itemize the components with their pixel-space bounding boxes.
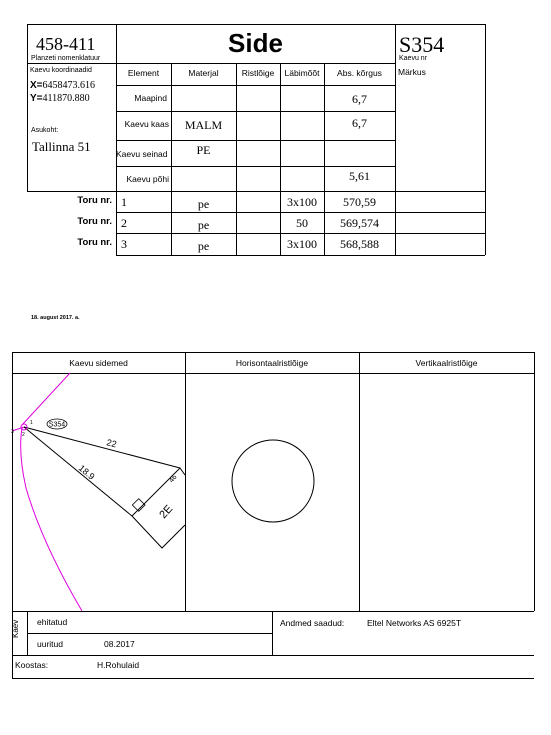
point-label-3: 3 xyxy=(11,429,14,435)
footer-surveyed-label: uuritud xyxy=(37,639,63,649)
boundary-line-lower xyxy=(21,428,82,611)
row-abs-height: 6,7 xyxy=(352,92,367,106)
footer-data-from-value: Eltel Networks AS 6925T xyxy=(367,618,462,628)
well-id-label: Kaevu nr xyxy=(399,55,428,62)
footer-built-label: ehitatud xyxy=(37,617,68,627)
pipe-label: Toru nr. xyxy=(77,216,112,227)
room-label: 2E xyxy=(157,502,176,522)
coord-y-label: Y= xyxy=(30,93,43,104)
well-label: S354 xyxy=(48,421,66,429)
point-label-1: 1 xyxy=(30,420,33,426)
row-element: Kaevu põhi xyxy=(126,174,169,184)
coord-y-value: 411870.880 xyxy=(42,93,90,104)
footer-composed-label: Koostas: xyxy=(15,660,49,670)
well-section-circle xyxy=(232,440,314,522)
panel-title-connections: Kaevu sidemed xyxy=(69,358,128,368)
footer-composed-value: H.Rohulaid xyxy=(97,660,140,670)
date-note: 18. august 2017. a. xyxy=(31,315,80,321)
nomenclature-value: 458-411 xyxy=(36,34,96,54)
well-id: S354 xyxy=(399,32,445,57)
panel-title-horizontal: Horisontaalristlõige xyxy=(235,358,309,368)
nomenclature-label: Planzeti nomenklatuur xyxy=(31,55,101,62)
row-material: MALM xyxy=(184,118,223,132)
pipe-nr: 1 xyxy=(121,195,127,209)
location-value: Tallinna 51 xyxy=(32,139,91,154)
row-abs-height: 5,61 xyxy=(349,169,370,183)
row-element: Kaevu seinad xyxy=(116,149,168,159)
point-label-2: 2 xyxy=(22,432,25,438)
pipe-material: pe xyxy=(197,218,210,232)
coord-x-label: X= xyxy=(30,80,43,91)
row-element: Maapind xyxy=(134,93,167,103)
coord-x xyxy=(30,80,95,91)
footer-data-from-label: Andmed saadud: xyxy=(280,618,345,628)
coord-y xyxy=(30,93,90,104)
pipe-abs-height: 569,574 xyxy=(340,216,379,230)
dim-label-18-9: 18.9 xyxy=(76,462,97,482)
pipe-nr: 3 xyxy=(121,237,127,251)
location-label: Asukoht: xyxy=(31,127,59,134)
pipe-label: Toru nr. xyxy=(77,195,112,206)
pipe-nr: 2 xyxy=(121,216,127,230)
pipe-abs-height: 570,59 xyxy=(343,195,376,209)
pipe-diameter: 3x100 xyxy=(287,195,317,209)
col-diameter: Läbimõõt xyxy=(284,68,320,78)
connections-sketch xyxy=(12,373,185,611)
page-title: Side xyxy=(228,28,283,58)
dim-label-22: 22 xyxy=(105,437,118,450)
footer-side-label: Kaev xyxy=(11,619,20,638)
col-notes: Märkus xyxy=(398,67,426,77)
boundary-line-upper xyxy=(22,373,70,425)
row-element: Kaevu kaas xyxy=(124,119,169,129)
building-edge-bottom xyxy=(132,516,185,548)
row-abs-height: 6,7 xyxy=(352,116,367,130)
pipe-material: pe xyxy=(197,239,210,253)
coords-label: Kaevu koordinaadid xyxy=(30,67,92,74)
panel-title-vertical: Vertikaalristlõige xyxy=(415,358,478,368)
coord-x-value: 6458473.616 xyxy=(42,80,96,91)
footer-surveyed-value: 08.2017 xyxy=(104,639,135,649)
dim-label-46: 46 xyxy=(168,473,179,485)
pipe-material: pe xyxy=(197,197,210,211)
row-material: PE xyxy=(196,143,211,157)
col-material: Materjal xyxy=(188,68,219,78)
col-abs-height: Abs. kõrgus xyxy=(337,68,382,78)
pipe-abs-height: 568,588 xyxy=(340,237,379,251)
col-element: Element xyxy=(127,68,160,78)
pipe-diameter: 3x100 xyxy=(287,237,317,251)
pipe-diameter: 50 xyxy=(296,216,308,230)
building-edge-top xyxy=(132,468,185,516)
horizontal-section-sketch xyxy=(185,373,359,611)
pipe-label: Toru nr. xyxy=(77,237,112,248)
col-cross: Ristlõige xyxy=(241,68,275,78)
dim-line-22 xyxy=(24,427,180,468)
